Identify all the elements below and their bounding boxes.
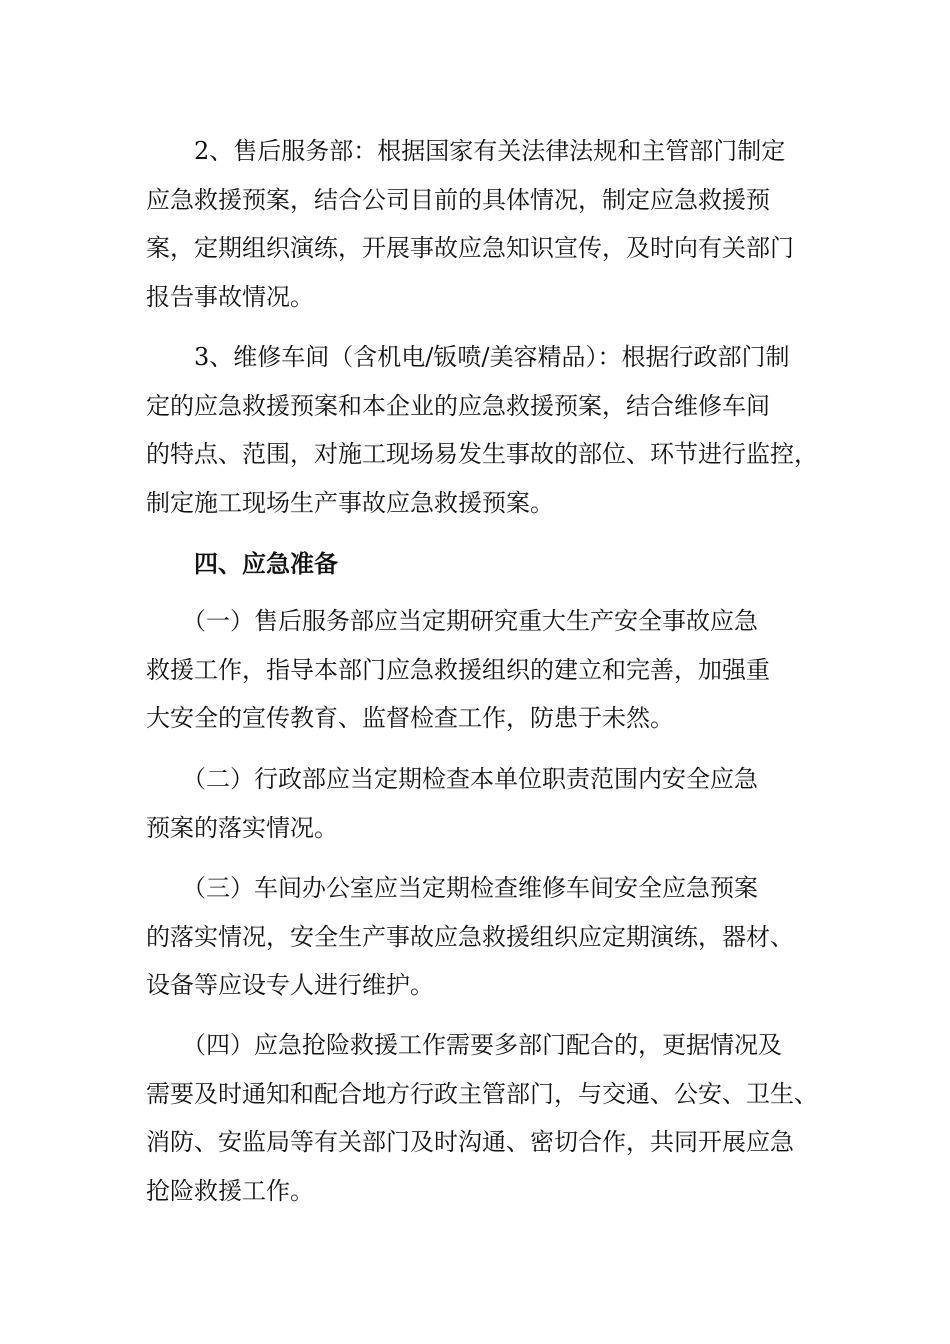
section-heading: 四、应急准备 — [194, 550, 338, 578]
paragraph-line: 消防、安监局等有关部门及时沟通、密切合作，共同开展应急 — [146, 1128, 794, 1156]
paragraph-after-sales-department — [146, 127, 808, 321]
paragraph-line: 应急救援预案，结合公司目前的具体情况，制定应急救援预 — [146, 185, 770, 214]
paragraph-line: 3、维修车间（含机电/钣喷/美容精品）：根据行政部门制 — [146, 343, 790, 371]
paragraph-line: 制定施工现场生产事故应急救援预案。 — [146, 488, 554, 517]
paragraph-line: 案，定期组织演练，开展事故应急知识宣传，及时向有关部门 — [146, 234, 794, 262]
paragraph-item-four — [146, 1021, 818, 1215]
paragraph-line: 的特点、范围，对施工现场易发生事故的部位、环节进行监控， — [146, 440, 818, 468]
paragraph-line: （四）应急抢险救援工作需要多部门配合的，更据情况及 — [146, 1031, 782, 1059]
paragraph-line: 预案的落实情况。 — [146, 813, 338, 842]
paragraph-item-three — [146, 864, 808, 1010]
paragraph-line: （二）行政部应当定期检查本单位职责范围内安全应急 — [146, 765, 758, 793]
paragraph-line: 设备等应设专人进行维护。 — [146, 971, 434, 999]
paragraph-line: 抢险救援工作。 — [146, 1176, 314, 1205]
paragraph-item-one — [146, 597, 808, 743]
paragraph-line: （一）售后服务部应当定期研究重大生产安全事故应急 — [146, 607, 758, 635]
paragraph-line: （三）车间办公室应当定期检查维修车间安全应急预案 — [146, 874, 758, 902]
paragraph-line: 报告事故情况。 — [146, 282, 314, 311]
paragraph-line: 2、售后服务部：根据国家有关法律法规和主管部门制定 — [146, 137, 786, 165]
paragraph-line: 的落实情况，安全生产事故应急救援组织应定期演练，器材、 — [146, 922, 794, 951]
paragraph-item-two — [146, 755, 808, 852]
paragraph-line: 需要及时通知和配合地方行政主管部门，与交通、公安、卫生、 — [146, 1079, 818, 1108]
paragraph-line: 救援工作，指导本部门应急救援组织的建立和完善，加强重 — [146, 655, 770, 684]
paragraph-repair-workshop — [146, 333, 818, 527]
paragraph-line: 定的应急救援预案和本企业的应急救援预案，结合维修车间 — [146, 391, 770, 420]
paragraph-line: 大安全的宣传教育、监督检查工作，防患于未然。 — [146, 704, 674, 732]
